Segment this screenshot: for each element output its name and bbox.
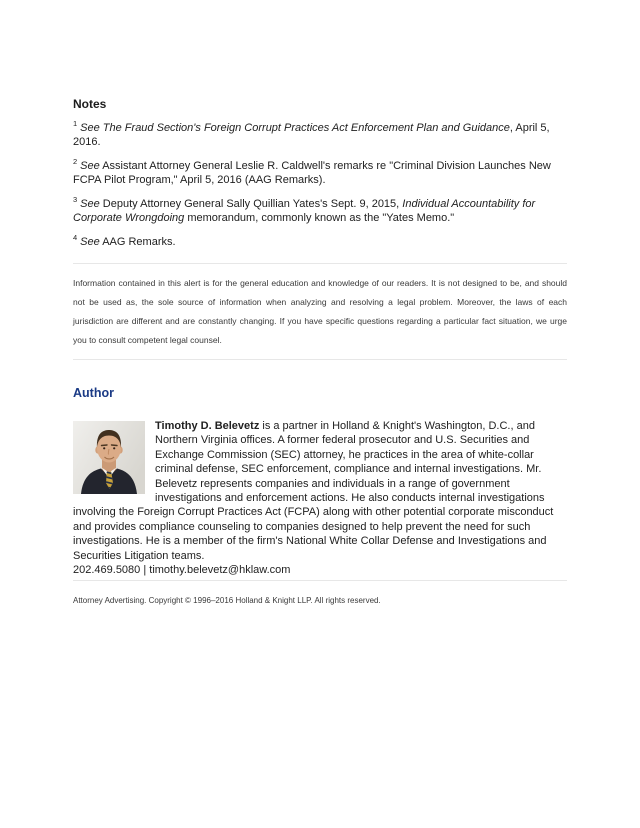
notes-heading: Notes	[73, 97, 107, 111]
notes-section	[73, 97, 567, 249]
author-name: Timothy D. Belevetz	[155, 420, 260, 432]
divider	[73, 580, 567, 581]
author-bio-text: is a partner in Holland & Knight's Washington, D.C., and Northern Virginia offices. A former federal prosecutor and U.S. Securities and Exchange Commission (SEC) attorney, he practices in the area of white-collar criminal defense, SEC enforcement, compliance and internal investigations. Mr. Belevetz represents companies and individuals in a range of government investigations and enforcement actions. He also conducts internal investigations involving the Foreign Corrupt Practices Act (FCPA) along with other potential corporate misconduct and provides compliance counseling to companies designed to help prevent the need for such investigations. He is a member of the firm's National White Collar Defense and Investigations and Securities Litigation teams.	[73, 420, 554, 562]
disclaimer-text: Information contained in this alert is for the general education and knowledge of our readers. It is not designed to be, and should not be used as, the sole source of information when analyzing and resolving a legal problem. Moreover, the laws of each jurisdiction are different and are constantly changing. If you have specific questions regarding a particular fact situation, we urge you to consult competent legal counsel.	[73, 278, 567, 345]
footnote-text: Deputy Attorney General Sally Quillian Yates's Sept. 9, 2015,	[99, 198, 403, 210]
footnote-citation: Individual Accountability for Corporate Wrongdoing	[73, 198, 536, 224]
footnote-see: See	[80, 160, 100, 172]
divider	[73, 359, 567, 360]
footnote-1	[73, 121, 567, 149]
footnote-text: AAG Remarks.	[99, 236, 176, 248]
footnote-see: See	[80, 236, 100, 248]
footnote-marker: 4	[73, 233, 78, 243]
footnote-4	[73, 235, 567, 249]
footnote-see: See	[80, 198, 100, 210]
author-heading: Author	[73, 386, 114, 400]
footnote-3	[73, 197, 567, 225]
footer-copyright: Attorney Advertising. Copyright © 1996–2016 Holland & Knight LLP. All rights reserved.	[73, 596, 381, 606]
footnote-marker: 1	[73, 119, 78, 129]
divider	[73, 263, 567, 264]
author-photo	[73, 421, 145, 494]
author-section	[73, 386, 567, 577]
footnote-2	[73, 159, 567, 187]
page-content	[73, 0, 567, 606]
footnote-marker: 2	[73, 157, 78, 167]
footnote-text: memorandum, commonly known as the "Yates Memo."	[184, 212, 455, 224]
author-bio	[73, 419, 567, 577]
contact-line: 202.469.5080 | timothy.belevetz@hklaw.com	[73, 564, 291, 577]
footnote-citation: See The Fraud Section's Foreign Corrupt Practices Act Enforcement Plan and Guidance	[80, 122, 510, 134]
footnote-text: , April 5, 2016.	[73, 122, 550, 148]
footnote-marker: 3	[73, 195, 78, 205]
footnote-text: Assistant Attorney General Leslie R. Caldwell's remarks re "Criminal Division Launches New FCPA Pilot Program," April 5, 2016 (AAG Remarks).	[73, 160, 551, 186]
